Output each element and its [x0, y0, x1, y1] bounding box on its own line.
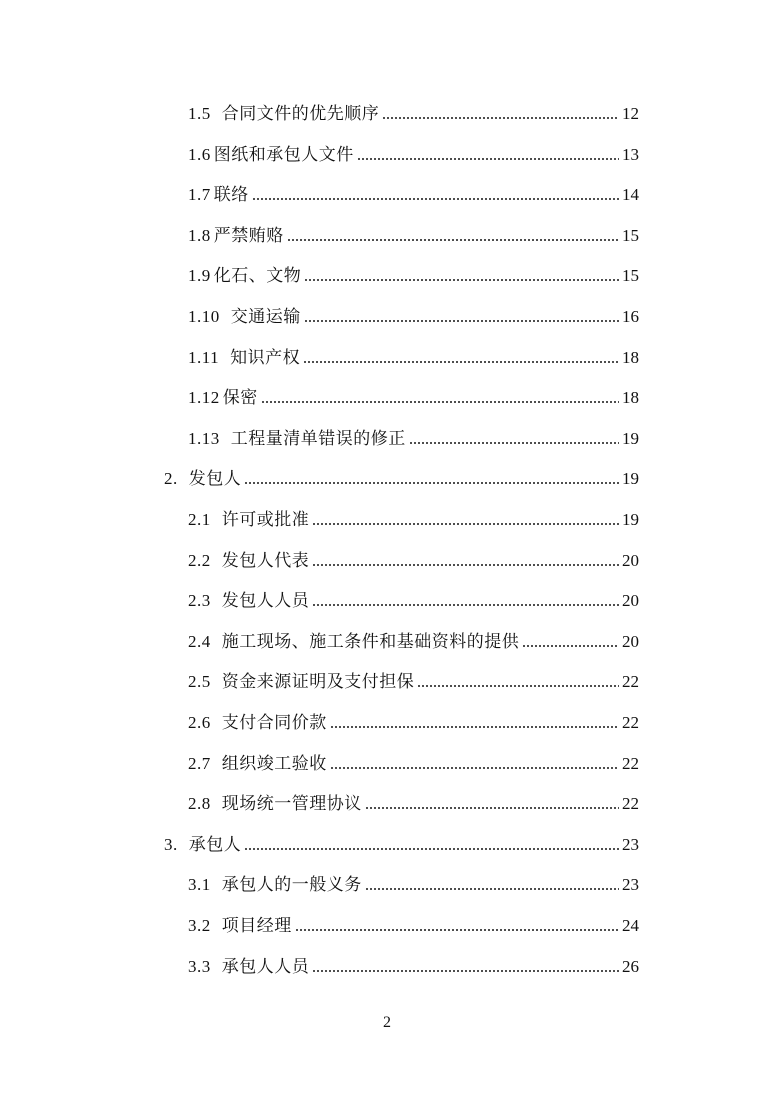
toc-dot-leader	[312, 969, 619, 973]
toc-entry-title: 承包人	[188, 834, 242, 854]
toc-entry-page: 19	[622, 469, 639, 489]
toc-entry	[188, 949, 639, 977]
toc-entry-page: 20	[622, 591, 639, 611]
toc-entry-page: 22	[622, 713, 639, 732]
toc-entry-page: 13	[622, 144, 639, 164]
toc-dot-leader	[312, 563, 619, 567]
toc-entry-title: 工程量清单错误的修正	[230, 428, 406, 448]
toc-dot-leader	[365, 806, 619, 810]
toc-entry-page: 19	[622, 510, 639, 529]
toc-entry-title: 现场统一管理协议	[221, 794, 362, 814]
toc-entry-title: 施工现场、施工条件和基础资料的提供	[221, 631, 520, 651]
toc-entry-title: 许可或批准	[221, 510, 310, 529]
toc-entry	[188, 705, 639, 733]
toc-entry-title: 化石、文物	[213, 266, 302, 286]
toc-entry	[164, 461, 639, 489]
toc-dot-leader	[303, 360, 619, 364]
toc-entry	[188, 177, 639, 205]
toc-entry-page: 18	[622, 388, 639, 408]
toc-entry-page: 22	[622, 794, 639, 814]
toc-entry-number: 2.7	[188, 753, 211, 773]
toc-entry	[188, 746, 639, 774]
toc-entry-number: 2.	[164, 469, 178, 489]
toc-entry-number: 1.9	[188, 266, 211, 286]
toc-entry-page: 22	[622, 672, 639, 692]
toc-entry-number: 2.6	[188, 713, 211, 732]
toc-entry-page: 24	[622, 916, 639, 935]
toc-entry-number: 1.8	[188, 225, 211, 245]
toc-entry-page: 15	[622, 225, 639, 245]
toc-entry-number: 3.1	[188, 875, 211, 895]
toc-dot-leader	[365, 887, 619, 891]
toc-dot-leader	[312, 603, 619, 607]
toc-entry-number: 1.10	[188, 307, 220, 326]
toc-entry	[188, 867, 639, 895]
toc-entry-page: 16	[622, 307, 639, 326]
toc-entry-number: 2.1	[188, 510, 211, 529]
toc-entry-title: 资金来源证明及支付担保	[221, 672, 415, 692]
toc-entry-title: 项目经理	[221, 916, 292, 935]
toc-entry-page: 14	[622, 185, 639, 205]
toc-dot-leader	[357, 157, 619, 161]
toc-entry-number: 2.5	[188, 672, 211, 692]
toc-entry-title: 合同文件的优先顺序	[221, 104, 380, 123]
toc-entry	[188, 664, 639, 692]
toc-entry-page: 19	[622, 428, 639, 448]
toc-entry	[188, 583, 639, 611]
toc-entry	[188, 502, 639, 530]
toc-dot-leader	[522, 644, 619, 648]
toc-dot-leader	[312, 522, 619, 526]
toc-entry-title: 发包人人员	[221, 591, 310, 611]
toc-entry	[188, 299, 639, 327]
toc-dot-leader	[287, 238, 619, 242]
toc-entry-number: 2.3	[188, 591, 211, 611]
toc-dot-leader	[330, 725, 619, 729]
toc-entry-number: 1.11	[188, 347, 220, 367]
toc-entry-number: 1.12	[188, 388, 220, 408]
toc-entry-page: 23	[622, 875, 639, 895]
toc-entry	[188, 380, 639, 408]
toc-entry-number: 3.2	[188, 916, 211, 935]
toc-dot-leader	[382, 116, 619, 120]
toc-entry-number: 1.5	[188, 104, 211, 123]
toc-dot-leader	[304, 278, 619, 282]
page-number: 2	[383, 1014, 391, 1031]
toc-entry-title: 支付合同价款	[221, 713, 327, 732]
toc-dot-leader	[409, 441, 619, 445]
toc-entry-number: 1.13	[188, 428, 220, 448]
toc-entry-number: 2.2	[188, 550, 211, 570]
toc-entry-number: 2.8	[188, 794, 211, 814]
toc-entry-title: 发包人代表	[221, 550, 310, 570]
toc-entry-number: 1.6	[188, 144, 211, 164]
toc-entry-title: 严禁贿赂	[213, 225, 284, 245]
toc-dot-leader	[244, 481, 619, 485]
toc-dot-leader	[261, 400, 619, 404]
toc-entry-page: 12	[622, 104, 639, 123]
toc-entry-title: 联络	[213, 185, 249, 205]
toc-entry	[188, 786, 639, 814]
toc-entry-page: 20	[622, 631, 639, 651]
toc-dot-leader	[295, 928, 619, 932]
toc-entry-title: 知识产权	[230, 347, 301, 367]
toc-entry-page: 20	[622, 550, 639, 570]
toc-entry	[188, 421, 639, 449]
toc-dot-leader	[244, 847, 619, 851]
toc-entry	[188, 218, 639, 246]
toc-entry	[188, 96, 639, 124]
toc-entry-title: 发包人	[188, 469, 242, 489]
toc-entry-number: 3.	[164, 834, 178, 854]
toc-entry-page: 23	[622, 834, 639, 854]
toc-entry-title: 组织竣工验收	[221, 753, 327, 773]
toc-entry-title: 图纸和承包人文件	[213, 144, 354, 164]
toc-entry-page: 26	[622, 956, 639, 976]
toc-entry	[188, 908, 639, 936]
toc-entry-number: 2.4	[188, 631, 211, 651]
toc-entry	[188, 624, 639, 652]
toc-entry-title: 保密	[222, 388, 258, 408]
toc-dot-leader	[417, 684, 619, 688]
toc-dot-leader	[330, 766, 619, 770]
toc-entry-number: 3.3	[188, 956, 211, 976]
toc-entry	[188, 137, 639, 165]
toc-entry-page: 22	[622, 753, 639, 773]
toc-entry	[188, 258, 639, 286]
toc-entry-title: 承包人的一般义务	[221, 875, 362, 895]
toc-entry-page: 18	[622, 347, 639, 367]
toc-entry	[164, 827, 639, 855]
toc-entry	[188, 543, 639, 571]
toc-entry	[188, 340, 639, 368]
toc-dot-leader	[304, 319, 619, 323]
toc-dot-leader	[252, 197, 619, 201]
toc-entry-number: 1.7	[188, 185, 211, 205]
toc-entry-page: 15	[622, 266, 639, 286]
toc-entry-title: 交通运输	[230, 307, 301, 326]
toc-entry-title: 承包人人员	[221, 956, 310, 976]
